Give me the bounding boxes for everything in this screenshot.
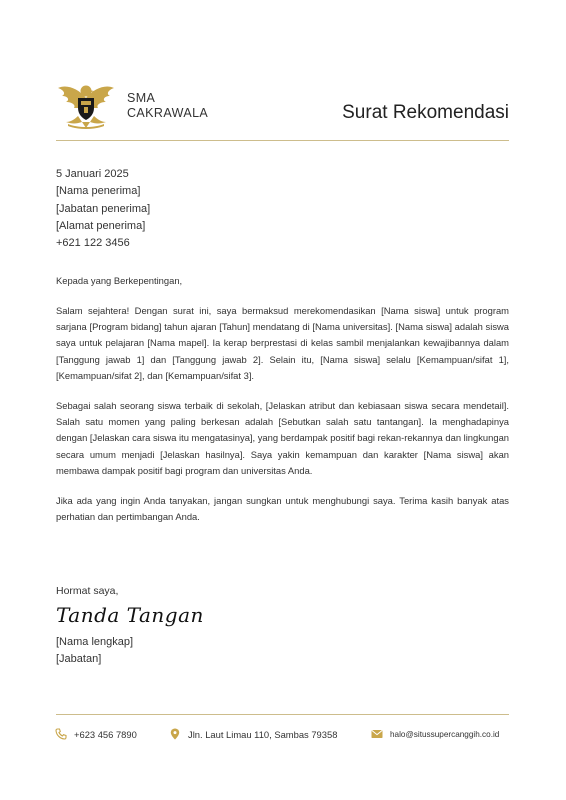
footer-phone[interactable] [55, 728, 137, 740]
body-paragraph-3: Jika ada yang ingin Anda tanyakan, jangan sungkan untuk menghubungi saya. Terima kasih banyak atas perhatian dan pertimbangan Anda. [56, 495, 509, 523]
signer-block [56, 634, 133, 669]
body-paragraph-2: Sebagai salah seorang siswa terbaik di sekolah, [Jelaskan atribut dan kebiasaan siswa secara mendetail]. Salah satu momen yang paling berkesan adalah [Sebutkan salah satu tantangan]. Ia menghadapinya dengan [Jelaskan cara siswa itu mengatasinya], yang berdampak positif bagi rekan-rekannya dan lingkungan secara umum menjadi [Jelaskan hasilnya]. Saya yakin kemampuan dan karakter [Nama siswa] akan membawa dampak positif bagi program dan universitas Anda. [56, 400, 509, 476]
school-name [127, 91, 208, 121]
recipient-block [56, 166, 150, 252]
footer-divider [56, 714, 509, 715]
recipient-phone: +621 122 3456 [56, 237, 130, 250]
footer-email[interactable] [371, 728, 499, 740]
recipient-address: [Alamat penerima] [56, 219, 146, 232]
garuda-emblem-icon [56, 78, 116, 130]
closing-salutation: Hormat saya, [56, 585, 119, 597]
location-pin-icon [169, 728, 181, 740]
recipient-name: [Nama penerima] [56, 185, 141, 198]
footer-address [169, 728, 337, 740]
letterhead [56, 78, 509, 140]
footer-email-text: halo@situssupercanggih.co.id [390, 729, 500, 739]
greeting: Kepada yang Berkepentingan, [56, 275, 183, 286]
document-title: Surat Rekomendasi [342, 102, 509, 123]
signature: Tanda Tangan [56, 603, 204, 627]
footer [0, 728, 566, 746]
signer-name: [Nama lengkap] [56, 636, 134, 648]
recipient-position: [Jabatan penerima] [56, 202, 151, 215]
school-name-line1: SMA [127, 91, 156, 105]
phone-icon [55, 728, 67, 740]
header-divider [56, 140, 509, 141]
footer-address-text: Jln. Laut Limau 110, Sambas 79358 [188, 728, 338, 740]
envelope-icon [371, 728, 383, 740]
signer-position: [Jabatan] [56, 653, 102, 666]
footer-phone-text: +623 456 7890 [74, 728, 137, 740]
body-paragraph-1: Salam sejahtera! Dengan surat ini, saya bermaksud merekomendasikan [Nama siswa] untuk program sarjana [Program bidang] tahun ajaran [Tahun] mendatang di [Nama universitas]. [Nama siswa] adalah siswa saya untuk pelajaran [Nama mapel]. Ia kerap berprestasi di kelas sambil menjalankan kewajibannya dalam [Tanggung jawab 1] dan [Tanggung jawab 2]. Selain itu, [Nama siswa] selalu [Kemampuan/sifat 1], [Kemampuan/sifat 2], dan [Kemampuan/sifat 3]. [56, 305, 509, 381]
school-name-line2: CAKRAWALA [127, 106, 209, 120]
letter-date: 5 Januari 2025 [56, 168, 129, 180]
